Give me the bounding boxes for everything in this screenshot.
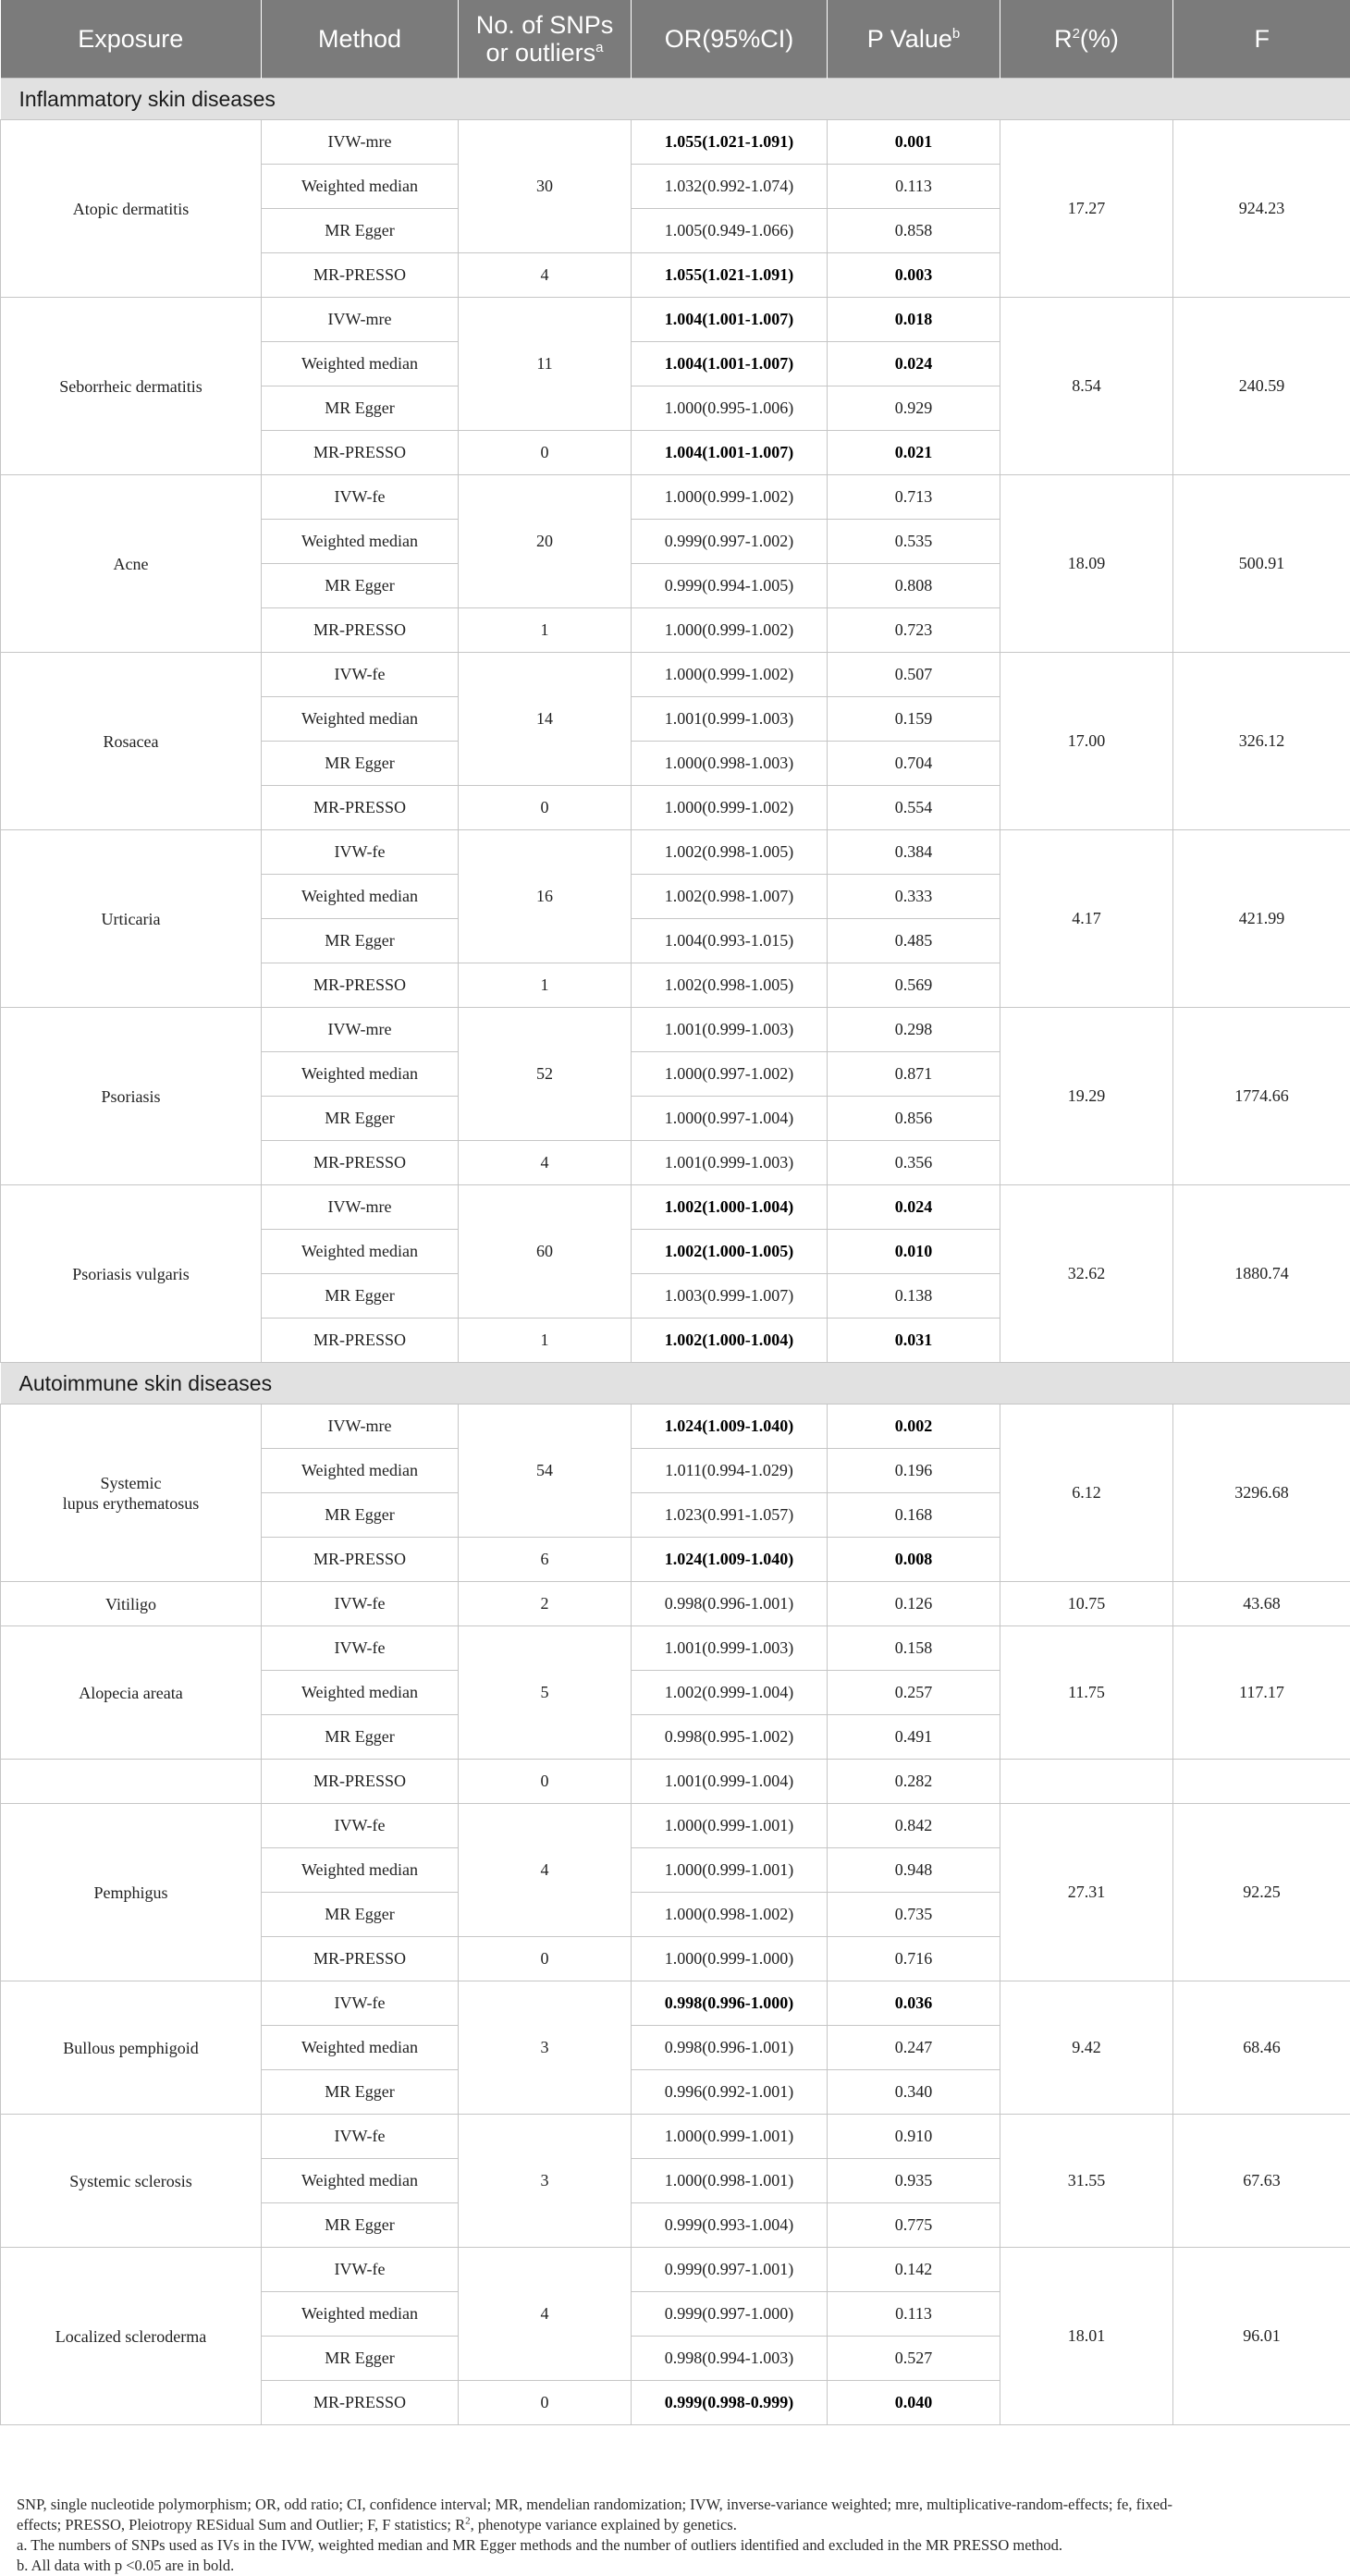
method-cell: Weighted median	[262, 2292, 459, 2337]
p-value-cell: 0.842	[828, 1804, 1000, 1848]
or-ci-cell: 0.999(0.997-1.000)	[632, 2292, 828, 2337]
method-cell: IVW-mre	[262, 298, 459, 342]
method-cell: MR Egger	[262, 386, 459, 431]
exposure-name: Pemphigus	[93, 1883, 167, 1902]
or-ci-cell: 0.996(0.992-1.001)	[632, 2070, 828, 2115]
method-cell: MR Egger	[262, 2070, 459, 2115]
f-stat-cell: 92.25	[1173, 1804, 1350, 1981]
method-cell: Weighted median	[262, 1848, 459, 1893]
r2-cell-empty	[1000, 1760, 1173, 1804]
f-stat-cell: 1774.66	[1173, 1008, 1350, 1185]
or-ci-cell: 1.002(1.000-1.004)	[632, 1185, 828, 1230]
method-cell: IVW-mre	[262, 120, 459, 165]
p-value-cell: 0.298	[828, 1008, 1000, 1052]
f-stat-cell: 924.23	[1173, 120, 1350, 298]
or-ci-cell: 0.998(0.995-1.002)	[632, 1715, 828, 1760]
table-footnotes	[17, 2495, 1339, 2576]
p-value-cell: 0.507	[828, 653, 1000, 697]
method-cell: MR-PRESSO	[262, 786, 459, 830]
or-ci-cell: 1.000(0.999-1.002)	[632, 653, 828, 697]
or-ci-cell: 1.003(0.999-1.007)	[632, 1274, 828, 1319]
r2-cell: 8.54	[1000, 298, 1173, 475]
outlier-count-cell: 1	[459, 1319, 632, 1363]
snp-count-cell: 11	[459, 298, 632, 431]
p-value-cell: 0.333	[828, 875, 1000, 919]
method-cell: MR-PRESSO	[262, 253, 459, 298]
p-value-cell: 0.735	[828, 1893, 1000, 1937]
r2-cell: 19.29	[1000, 1008, 1173, 1185]
or-ci-cell: 1.011(0.994-1.029)	[632, 1449, 828, 1493]
p-value-cell: 0.491	[828, 1715, 1000, 1760]
snp-count-cell: 54	[459, 1405, 632, 1538]
snp-count-cell: 2	[459, 1582, 632, 1626]
p-value-cell: 0.003	[828, 253, 1000, 298]
exposure-name-line2: lupus erythematosus	[63, 1494, 199, 1513]
r2-cell: 27.31	[1000, 1804, 1173, 1981]
outlier-count-cell: 0	[459, 1760, 632, 1804]
method-cell: MR Egger	[262, 919, 459, 963]
or-ci-cell: 1.002(0.999-1.004)	[632, 1671, 828, 1715]
p-value-cell: 0.808	[828, 564, 1000, 608]
or-ci-cell: 1.002(1.000-1.005)	[632, 1230, 828, 1274]
exposure-cell	[1, 1405, 262, 1582]
header-or: OR(95%CI)	[632, 0, 828, 79]
p-value-cell: 0.704	[828, 742, 1000, 786]
table-row	[1, 475, 1350, 520]
p-value-cell: 0.040	[828, 2381, 1000, 2425]
p-value-cell: 0.257	[828, 1671, 1000, 1715]
exposure-name: Atopic dermatitis	[73, 200, 189, 218]
snp-count-cell: 14	[459, 653, 632, 786]
method-cell: MR Egger	[262, 2203, 459, 2248]
or-ci-cell: 1.000(0.999-1.001)	[632, 1848, 828, 1893]
p-value-cell: 0.024	[828, 342, 1000, 386]
header-f: F	[1173, 0, 1350, 79]
p-value-cell: 0.247	[828, 2026, 1000, 2070]
p-value-cell: 0.002	[828, 1405, 1000, 1449]
p-value-cell: 0.142	[828, 2248, 1000, 2292]
or-ci-cell: 1.001(0.999-1.003)	[632, 1626, 828, 1671]
method-cell: IVW-fe	[262, 1804, 459, 1848]
p-value-cell: 0.858	[828, 209, 1000, 253]
or-ci-cell: 0.998(0.996-1.001)	[632, 2026, 828, 2070]
method-cell: MR-PRESSO	[262, 1760, 459, 1804]
or-ci-cell: 0.999(0.997-1.002)	[632, 520, 828, 564]
p-value-cell: 0.713	[828, 475, 1000, 520]
method-cell: Weighted median	[262, 2159, 459, 2203]
snp-count-cell: 20	[459, 475, 632, 608]
or-ci-cell: 1.004(1.001-1.007)	[632, 298, 828, 342]
header-nsnps: No. of SNPs or outliers$^a$	[459, 0, 632, 79]
or-ci-cell: 1.023(0.991-1.057)	[632, 1493, 828, 1538]
method-cell: MR Egger	[262, 1493, 459, 1538]
p-value-cell: 0.485	[828, 919, 1000, 963]
outlier-count-cell: 6	[459, 1538, 632, 1582]
exposure-name: Acne	[114, 555, 149, 573]
or-ci-cell: 1.000(0.999-1.002)	[632, 475, 828, 520]
or-ci-cell: 1.004(0.993-1.015)	[632, 919, 828, 963]
method-cell: MR-PRESSO	[262, 431, 459, 475]
f-stat-cell: 326.12	[1173, 653, 1350, 830]
or-ci-cell: 1.024(1.009-1.040)	[632, 1538, 828, 1582]
method-cell: MR Egger	[262, 1893, 459, 1937]
p-value-cell: 0.113	[828, 2292, 1000, 2337]
table-row	[1, 1185, 1350, 1230]
exposure-name: Seborrheic dermatitis	[59, 377, 202, 396]
or-ci-cell: 1.055(1.021-1.091)	[632, 253, 828, 298]
or-ci-cell: 1.000(0.999-1.001)	[632, 1804, 828, 1848]
p-value-cell: 0.196	[828, 1449, 1000, 1493]
p-value-cell: 0.021	[828, 431, 1000, 475]
or-ci-cell: 1.024(1.009-1.040)	[632, 1405, 828, 1449]
exposure-name: Rosacea	[104, 732, 159, 751]
or-ci-cell: 1.000(0.999-1.002)	[632, 786, 828, 830]
method-cell: MR Egger	[262, 1715, 459, 1760]
r2-cell: 31.55	[1000, 2115, 1173, 2248]
or-ci-cell: 1.000(0.999-1.001)	[632, 2115, 828, 2159]
method-cell: IVW-fe	[262, 830, 459, 875]
header-p-value: P Value$^b$	[828, 0, 1000, 79]
r2-cell: 17.00	[1000, 653, 1173, 830]
table-row	[1, 1008, 1350, 1052]
p-value-cell: 0.935	[828, 2159, 1000, 2203]
or-ci-cell: 1.005(0.949-1.066)	[632, 209, 828, 253]
outlier-count-cell: 0	[459, 2381, 632, 2425]
r2-cell: 6.12	[1000, 1405, 1173, 1582]
table-row	[1, 120, 1350, 165]
or-ci-cell: 1.002(0.998-1.007)	[632, 875, 828, 919]
f-stat-cell: 240.59	[1173, 298, 1350, 475]
footnote-b: b. All data with p <0.05 are in bold.	[17, 2556, 1339, 2576]
or-ci-cell: 0.998(0.996-1.001)	[632, 1582, 828, 1626]
or-ci-cell: 0.999(0.998-0.999)	[632, 2381, 828, 2425]
or-ci-cell: 1.002(0.998-1.005)	[632, 963, 828, 1008]
or-ci-cell: 1.001(0.999-1.004)	[632, 1760, 828, 1804]
method-cell: MR-PRESSO	[262, 608, 459, 653]
or-ci-cell: 0.998(0.994-1.003)	[632, 2337, 828, 2381]
or-ci-cell: 1.032(0.992-1.074)	[632, 165, 828, 209]
table-row	[1, 2248, 1350, 2292]
snp-count-cell: 30	[459, 120, 632, 253]
method-cell: MR-PRESSO	[262, 1937, 459, 1981]
method-cell: MR Egger	[262, 1097, 459, 1141]
p-value-cell: 0.569	[828, 963, 1000, 1008]
p-value-cell: 0.138	[828, 1274, 1000, 1319]
method-cell: Weighted median	[262, 697, 459, 742]
method-cell: Weighted median	[262, 1671, 459, 1715]
f-stat-cell: 68.46	[1173, 1981, 1350, 2115]
footnote-a: a. The numbers of SNPs used as IVs in the IVW, weighted median and MR Egger methods and the number of outliers identified and excluded in the MR PRESSO method.	[17, 2535, 1339, 2556]
method-cell: MR-PRESSO	[262, 963, 459, 1008]
p-value-cell: 0.113	[828, 165, 1000, 209]
or-ci-cell: 0.999(0.993-1.004)	[632, 2203, 828, 2248]
p-value-cell: 0.910	[828, 2115, 1000, 2159]
method-cell: Weighted median	[262, 342, 459, 386]
p-value-cell: 0.929	[828, 386, 1000, 431]
method-cell: Weighted median	[262, 1052, 459, 1097]
p-value-cell: 0.340	[828, 2070, 1000, 2115]
f-stat-cell: 500.91	[1173, 475, 1350, 653]
method-cell: IVW-fe	[262, 2248, 459, 2292]
outlier-count-cell: 1	[459, 608, 632, 653]
method-cell: IVW-fe	[262, 2115, 459, 2159]
method-cell: IVW-mre	[262, 1185, 459, 1230]
or-ci-cell: 1.000(0.997-1.002)	[632, 1052, 828, 1097]
or-ci-cell: 1.002(1.000-1.004)	[632, 1319, 828, 1363]
table-row	[1, 1760, 1350, 1804]
r2-cell: 17.27	[1000, 120, 1173, 298]
r2-cell: 9.42	[1000, 1981, 1173, 2115]
p-value-cell: 0.001	[828, 120, 1000, 165]
exposure-cell	[1, 830, 262, 1008]
exposure-cell	[1, 2115, 262, 2248]
table-row	[1, 1981, 1350, 2026]
f-stat-cell: 117.17	[1173, 1626, 1350, 1760]
snp-count-cell: 5	[459, 1626, 632, 1760]
exposure-cell	[1, 653, 262, 830]
p-value-cell: 0.384	[828, 830, 1000, 875]
exposure-cell	[1, 2248, 262, 2425]
method-cell: IVW-fe	[262, 1626, 459, 1671]
p-value-cell: 0.535	[828, 520, 1000, 564]
exposure-cell-empty	[1, 1760, 262, 1804]
p-value-cell: 0.775	[828, 2203, 1000, 2248]
p-value-cell: 0.716	[828, 1937, 1000, 1981]
p-value-cell: 0.527	[828, 2337, 1000, 2381]
p-value-cell: 0.554	[828, 786, 1000, 830]
method-cell: MR Egger	[262, 742, 459, 786]
table-row	[1, 1582, 1350, 1626]
p-value-cell: 0.031	[828, 1319, 1000, 1363]
p-value-cell: 0.948	[828, 1848, 1000, 1893]
or-ci-cell: 1.000(0.999-1.000)	[632, 1937, 828, 1981]
method-cell: IVW-fe	[262, 653, 459, 697]
exposure-cell	[1, 475, 262, 653]
p-value-cell: 0.024	[828, 1185, 1000, 1230]
method-cell: Weighted median	[262, 2026, 459, 2070]
r2-cell: 10.75	[1000, 1582, 1173, 1626]
exposure-name: Psoriasis vulgaris	[72, 1265, 190, 1283]
exposure-cell	[1, 298, 262, 475]
method-cell: IVW-mre	[262, 1405, 459, 1449]
exposure-cell	[1, 1981, 262, 2115]
method-cell: Weighted median	[262, 165, 459, 209]
method-cell: Weighted median	[262, 1230, 459, 1274]
p-value-cell: 0.856	[828, 1097, 1000, 1141]
p-value-cell: 0.871	[828, 1052, 1000, 1097]
r2-cell: 4.17	[1000, 830, 1173, 1008]
table-row	[1, 830, 1350, 875]
exposure-name-line1: Systemic	[101, 1474, 162, 1492]
or-ci-cell: 1.055(1.021-1.091)	[632, 120, 828, 165]
exposure-name: Localized scleroderma	[55, 2327, 206, 2346]
or-ci-cell: 1.000(0.999-1.002)	[632, 608, 828, 653]
footnote-abbreviations: SNP, single nucleotide polymorphism; OR, odd ratio; CI, confidence interval; MR, mendelian randomization; IVW, inverse-variance weighted; mre, multiplicative-random-effects; fe, fixed- effects; PRESSO, Pleiotropy RESidual Sum and Outlier; F, F statistics; $R^2$, phenotype variance explained by genetics.	[17, 2495, 1339, 2535]
table-row	[1, 1804, 1350, 1848]
outlier-count-cell: 4	[459, 253, 632, 298]
p-value-cell: 0.356	[828, 1141, 1000, 1185]
or-ci-cell: 1.000(0.997-1.004)	[632, 1097, 828, 1141]
f-stat-cell: 3296.68	[1173, 1405, 1350, 1582]
exposure-cell	[1, 1185, 262, 1363]
snp-count-cell: 3	[459, 1981, 632, 2115]
snp-count-cell: 52	[459, 1008, 632, 1141]
method-cell: IVW-fe	[262, 1981, 459, 2026]
r2-cell: 32.62	[1000, 1185, 1173, 1363]
or-ci-cell: 1.000(0.995-1.006)	[632, 386, 828, 431]
or-ci-cell: 1.001(0.999-1.003)	[632, 1008, 828, 1052]
snp-count-cell: 16	[459, 830, 632, 963]
method-cell: MR Egger	[262, 1274, 459, 1319]
section-header-row	[1, 79, 1350, 120]
header-method: Method	[262, 0, 459, 79]
method-cell: MR Egger	[262, 564, 459, 608]
p-value-cell: 0.008	[828, 1538, 1000, 1582]
exposure-name: Psoriasis	[101, 1087, 160, 1106]
or-ci-cell: 0.998(0.996-1.000)	[632, 1981, 828, 2026]
snp-count-cell: 60	[459, 1185, 632, 1319]
r2-cell: 18.09	[1000, 475, 1173, 653]
p-value-cell: 0.282	[828, 1760, 1000, 1804]
f-stat-cell: 421.99	[1173, 830, 1350, 1008]
outlier-count-cell: 0	[459, 431, 632, 475]
f-stat-cell: 43.68	[1173, 1582, 1350, 1626]
exposure-name: Vitiligo	[105, 1595, 156, 1613]
or-ci-cell: 1.000(0.998-1.001)	[632, 2159, 828, 2203]
section-title: Autoimmune skin diseases	[1, 1363, 1350, 1405]
or-ci-cell: 0.999(0.994-1.005)	[632, 564, 828, 608]
exposure-cell	[1, 1804, 262, 1981]
header-exposure: Exposure	[1, 0, 262, 79]
table-row	[1, 653, 1350, 697]
p-value-cell: 0.036	[828, 1981, 1000, 2026]
or-ci-cell: 1.001(0.999-1.003)	[632, 1141, 828, 1185]
p-value-cell: 0.723	[828, 608, 1000, 653]
exposure-cell	[1, 120, 262, 298]
method-cell: MR-PRESSO	[262, 2381, 459, 2425]
header-r2: $R^2(\%)$	[1000, 0, 1173, 79]
section-title: Inflammatory skin diseases	[1, 79, 1350, 120]
p-value-cell: 0.126	[828, 1582, 1000, 1626]
or-ci-cell: 1.004(1.001-1.007)	[632, 431, 828, 475]
or-ci-cell: 1.000(0.998-1.003)	[632, 742, 828, 786]
p-value-cell: 0.168	[828, 1493, 1000, 1538]
f-stat-cell: 96.01	[1173, 2248, 1350, 2425]
p-value-cell: 0.010	[828, 1230, 1000, 1274]
method-cell: Weighted median	[262, 520, 459, 564]
outlier-count-cell: 4	[459, 1141, 632, 1185]
method-cell: IVW-fe	[262, 1582, 459, 1626]
outlier-count-cell: 0	[459, 1937, 632, 1981]
or-ci-cell: 1.004(1.001-1.007)	[632, 342, 828, 386]
table-row	[1, 1405, 1350, 1449]
outlier-count-cell: 0	[459, 786, 632, 830]
method-cell: MR-PRESSO	[262, 1141, 459, 1185]
exposure-cell	[1, 1626, 262, 1760]
exposure-name: Bullous pemphigoid	[63, 2039, 199, 2057]
r2-cell: 11.75	[1000, 1626, 1173, 1760]
method-cell: MR-PRESSO	[262, 1319, 459, 1363]
f-stat-cell: 67.63	[1173, 2115, 1350, 2248]
f-stat-cell: 1880.74	[1173, 1185, 1350, 1363]
or-ci-cell: 1.002(0.998-1.005)	[632, 830, 828, 875]
method-cell: IVW-fe	[262, 475, 459, 520]
p-value-cell: 0.018	[828, 298, 1000, 342]
or-ci-cell: 0.999(0.997-1.001)	[632, 2248, 828, 2292]
method-cell: IVW-mre	[262, 1008, 459, 1052]
exposure-name: Urticaria	[102, 910, 161, 928]
header-row	[1, 0, 1350, 79]
snp-count-cell: 3	[459, 2115, 632, 2248]
or-ci-cell: 1.001(0.999-1.003)	[632, 697, 828, 742]
r2-cell: 18.01	[1000, 2248, 1173, 2425]
f-stat-cell-empty	[1173, 1760, 1350, 1804]
p-value-cell: 0.159	[828, 697, 1000, 742]
section-header-row	[1, 1363, 1350, 1405]
snp-count-cell: 4	[459, 1804, 632, 1937]
p-value-cell: 0.158	[828, 1626, 1000, 1671]
method-cell: MR Egger	[262, 209, 459, 253]
exposure-cell	[1, 1582, 262, 1626]
table-row	[1, 1626, 1350, 1671]
exposure-name: Systemic sclerosis	[69, 2172, 192, 2190]
method-cell: MR-PRESSO	[262, 1538, 459, 1582]
table-row	[1, 2115, 1350, 2159]
method-cell: MR Egger	[262, 2337, 459, 2381]
method-cell: Weighted median	[262, 1449, 459, 1493]
method-cell: Weighted median	[262, 875, 459, 919]
table-row	[1, 298, 1350, 342]
exposure-name: Alopecia areata	[79, 1684, 182, 1702]
outlier-count-cell: 1	[459, 963, 632, 1008]
snp-count-cell: 4	[459, 2248, 632, 2381]
exposure-cell	[1, 1008, 262, 1185]
or-ci-cell: 1.000(0.998-1.002)	[632, 1893, 828, 1937]
